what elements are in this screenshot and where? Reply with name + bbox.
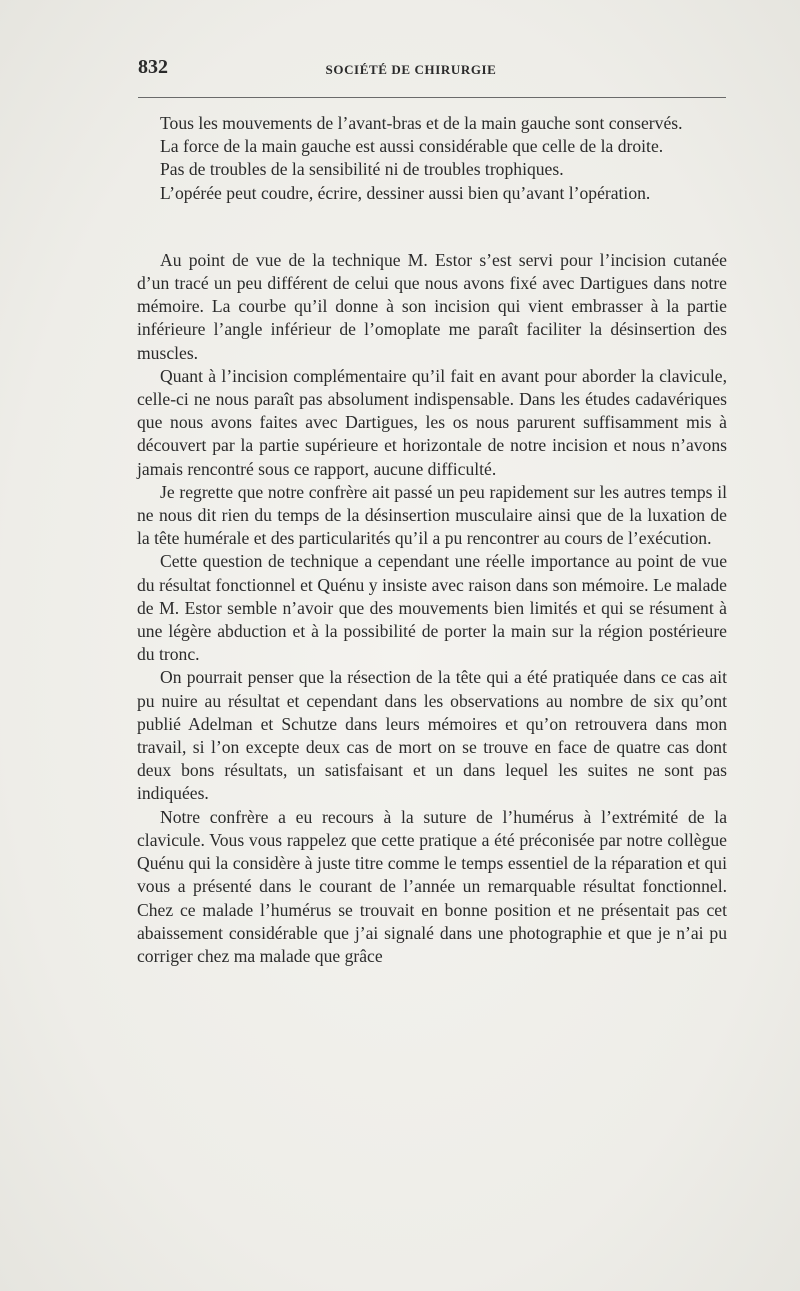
page-header — [138, 56, 726, 82]
paragraph: L’opérée peut coudre, écrire, dessiner aussi bien qu’avant l’opération. — [160, 182, 651, 203]
paragraph: Quant à l’incision complémentaire qu’il fait en avant pour aborder la clavicule, celle-ci ne nous paraît pas absolument indispensable. Dans les études cadavériques que nous avons faites avec Dartigues, les os nous parurent suffisamment mis à découvert par la partie supérieure et horizontale de notre incision et nous n’avons jamais rencontré sous ce rapport, aucune difficulté. — [137, 365, 727, 479]
paragraph: Je regrette que notre confrère ait passé un peu rapidement sur les autres temps il ne nous dit rien du temps de la désinsertion musculaire ainsi que de la luxation de la tête humérale et des particularités qu’il a pu rencontrer au cours de l’exécution. — [137, 481, 727, 549]
paragraph: Pas de troubles de la sensibilité ni de troubles trophiques. — [160, 159, 564, 180]
page-number: 832 — [138, 56, 168, 78]
paragraph: Tous les mouvements de l’avant-bras et de la main gauche sont conservés. — [160, 113, 683, 133]
running-title: SOCIÉTÉ DE CHIRURGIE — [325, 62, 497, 77]
paragraph: Notre confrère a eu recours à la suture de l’humérus à l’extrémité de la clavicule. Vous vous rappelez que cette pratique a été préconisée par notre collègue Quénu qui la considère à juste titre comme le temps essentiel de la réparation et qui vous a présenté dans le courant de l’année un remarquable résultat fonctionnel. Chez ce malade l’humérus se trouvait en bonne position et ne présentait pas cet abaissement considérable que j’ai signalé dans une photographie et que je n’ai pu corriger chez ma malade que grâce — [137, 806, 727, 966]
paragraph: Au point de vue de la technique M. Estor s’est servi pour l’incision cutanée d’un tracé un peu différent de celui que nous avons fixé avec Dartigues dans notre mémoire. La courbe qu’il donne à son incision qui vient embrasser à la partie inférieure l’angle inférieur de l’omoplate me paraît faciliter la désinsertion des muscles. — [137, 249, 727, 363]
section-gap — [137, 205, 727, 249]
body-text — [137, 112, 727, 968]
paragraph: La force de la main gauche est aussi considérable que celle de la droite. — [160, 136, 664, 157]
paragraph: Cette question de technique a cependant une réelle importance au point de vue du résultat fonctionnel et Quénu y insiste avec raison dans son mémoire. Le malade de M. Estor semble n’avoir que des mouvements bien limités et qui se résument à une légère abduction et à la possibilité de porter la main sur la région postérieure du tronc. — [137, 551, 727, 665]
paragraph: On pourrait penser que la résection de la tête qui a été pratiquée dans ce cas ait pu nuire au résultat et cependant dans les observations au nombre de six qu’ont publié Adelman et Schutze dans leurs mémoires et qu’on retrouvera dans mon travail, si l’on excepte deux cas de mort on se trouve en face de quatre cas dont deux bons résultats, un satisfaisant et un dans lequel les suites ne sont pas indiquées. — [137, 667, 727, 804]
header-rule — [138, 97, 726, 98]
